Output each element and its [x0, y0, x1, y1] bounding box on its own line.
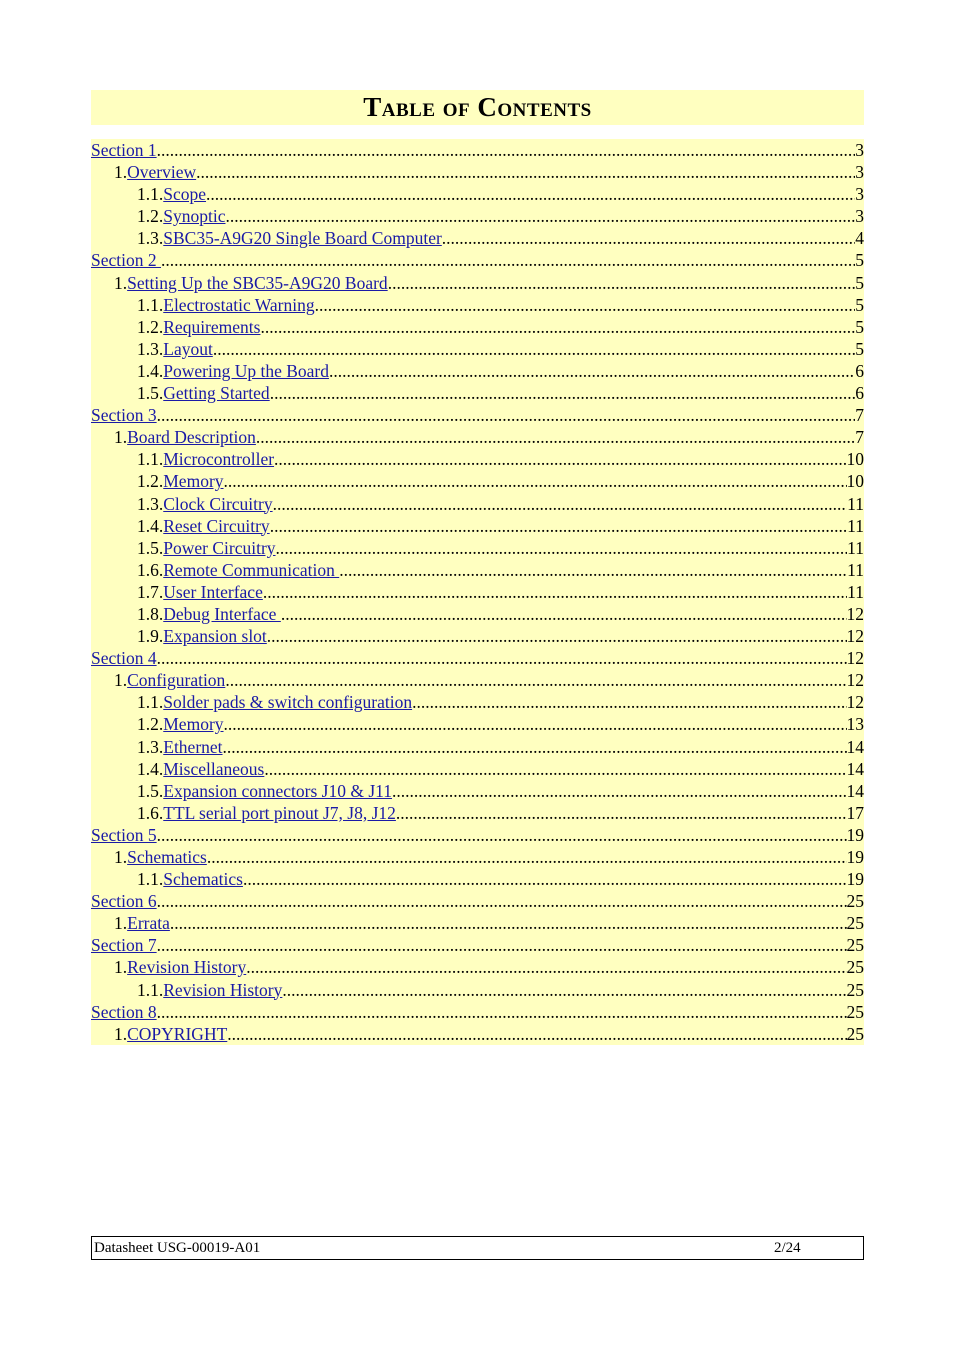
toc-entry-page-number: 25: [846, 1001, 864, 1022]
toc-entry-page-number: 5: [855, 316, 864, 337]
toc-entry-link[interactable]: Schematics: [163, 869, 243, 890]
toc-entry[interactable]: [91, 868, 864, 890]
toc-entry-page-number: 6: [855, 383, 864, 404]
toc-entry-number: 1.3.: [137, 228, 164, 249]
toc-dot-leader: [243, 868, 847, 890]
toc-dot-leader: [339, 559, 847, 581]
toc-dot-leader: [264, 758, 846, 780]
toc-entry[interactable]: [91, 294, 864, 316]
toc-entry-page-number: 3: [855, 184, 864, 205]
toc-entry-page-number: 25: [846, 891, 864, 912]
toc-entry-page-number: 17: [846, 802, 864, 823]
toc-entry-number: 1.2.: [137, 714, 164, 735]
toc-entry[interactable]: [91, 890, 864, 912]
toc-entry[interactable]: [91, 448, 864, 470]
toc-entry-link[interactable]: Section 3: [91, 405, 157, 426]
toc-entry-page-number: 3: [855, 140, 864, 160]
toc-entry-page-number: 14: [846, 736, 864, 757]
toc-title: Table of Contents: [91, 90, 864, 125]
toc-entry-link[interactable]: Reset Circuitry: [163, 515, 270, 536]
toc-dot-leader: [396, 802, 847, 824]
toc-entry[interactable]: [91, 979, 864, 1001]
toc-entry-link[interactable]: Requirements: [163, 316, 261, 337]
toc-entry-page-number: 25: [846, 913, 864, 934]
toc-dot-leader: [207, 846, 847, 868]
toc-entry-number: 1.: [114, 913, 128, 934]
toc-dot-leader: [412, 691, 846, 713]
toc-dot-leader: [227, 1023, 846, 1045]
toc-entry[interactable]: [91, 161, 864, 183]
toc-entry-link[interactable]: Setting Up the SBC35-A9G20 Board: [127, 272, 388, 293]
toc-entry-number: 1.9.: [137, 626, 164, 647]
toc-entry-link[interactable]: Memory: [163, 471, 224, 492]
toc-entry-page-number: 4: [855, 228, 864, 249]
toc-entry-number: 1.5.: [137, 780, 164, 801]
toc-entry-number: 1.: [114, 162, 128, 183]
toc-entry[interactable]: [91, 537, 864, 559]
toc-entry-link[interactable]: TTL serial port pinout J7, J8, J12: [163, 802, 396, 823]
toc-entry-page-number: 12: [846, 603, 864, 624]
toc-entry-number: 1.2.: [137, 471, 164, 492]
toc-entry[interactable]: [91, 758, 864, 780]
toc-dot-leader: [329, 360, 855, 382]
toc-entry-number: 1.5.: [137, 537, 164, 558]
toc-entry-page-number: 12: [846, 692, 864, 713]
toc-entry[interactable]: [91, 736, 864, 758]
toc-entry[interactable]: [91, 360, 864, 382]
toc-entry-number: 1.7.: [137, 581, 164, 602]
toc-entry-page-number: 5: [855, 294, 864, 315]
toc-dot-leader: [281, 603, 847, 625]
toc-entry-page-number: 10: [846, 471, 864, 492]
toc-entry-page-number: 19: [846, 824, 864, 845]
toc-entry-page-number: 5: [855, 272, 864, 293]
toc-entry-link[interactable]: Board Description: [127, 427, 256, 448]
toc-dot-leader: [388, 272, 856, 294]
toc-entry-number: 1.3.: [137, 338, 164, 359]
footer-page-number: 2/24: [774, 1240, 801, 1256]
toc-dot-leader: [273, 493, 848, 515]
toc-entry[interactable]: [91, 1023, 864, 1045]
toc-entry-number: 1.5.: [137, 383, 164, 404]
toc-entry[interactable]: [91, 824, 864, 846]
toc-entry-number: 1.2.: [137, 316, 164, 337]
toc-entry[interactable]: [91, 691, 864, 713]
toc-entry-page-number: 14: [846, 780, 864, 801]
toc-entry-link[interactable]: Debug Interface: [163, 603, 281, 624]
toc-entry-number: 1.3.: [137, 736, 164, 757]
toc-entry-number: 1.: [114, 957, 128, 978]
toc-entry-link[interactable]: Getting Started: [163, 383, 270, 404]
toc-entry-link[interactable]: Solder pads & switch configuration: [163, 692, 413, 713]
toc-dot-leader: [157, 1001, 847, 1023]
toc-entry-page-number: 3: [855, 206, 864, 227]
toc-entry-link[interactable]: Ethernet: [163, 736, 223, 757]
toc-entry-link[interactable]: Section 8: [91, 1001, 157, 1022]
toc-dot-leader: [442, 227, 855, 249]
toc-list: [91, 139, 864, 1045]
toc-entry[interactable]: [91, 470, 864, 492]
toc-entry-link[interactable]: Expansion connectors J10 & J11: [163, 780, 393, 801]
toc-entry-page-number: 7: [855, 405, 864, 426]
toc-entry-number: 1.: [114, 272, 128, 293]
toc-entry[interactable]: [91, 249, 864, 271]
toc-entry-number: 1.1.: [137, 692, 164, 713]
toc-entry-number: 1.6.: [137, 559, 164, 580]
toc-entry-page-number: 10: [846, 449, 864, 470]
toc-entry-link[interactable]: SBC35-A9G20 Single Board Computer: [163, 228, 442, 249]
toc-entry-number: 1.1.: [137, 869, 164, 890]
toc-entry-number: 1.: [114, 670, 128, 691]
toc-entry[interactable]: [91, 205, 864, 227]
toc-entry-page-number: 5: [855, 250, 864, 271]
toc-entry-link[interactable]: Configuration: [127, 670, 226, 691]
toc-entry[interactable]: [91, 139, 864, 161]
toc-entry[interactable]: [91, 316, 864, 338]
toc-entry-number: 1.4.: [137, 758, 164, 779]
toc-entry-link[interactable]: COPYRIGHT: [127, 1023, 228, 1044]
toc-entry[interactable]: [91, 1001, 864, 1023]
toc-entry-link[interactable]: Remote Communication: [163, 559, 340, 580]
toc-entry-link[interactable]: Revision History: [127, 957, 247, 978]
toc-entry-number: 1.6.: [137, 802, 164, 823]
toc-entry-number: 1.4.: [137, 360, 164, 381]
toc-entry[interactable]: [91, 647, 864, 669]
toc-entry-page-number: 25: [846, 1023, 864, 1044]
toc-entry-link[interactable]: Memory: [163, 714, 224, 735]
toc-entry-link[interactable]: Clock Circuitry: [163, 493, 273, 514]
toc-entry-page-number: 11: [847, 559, 864, 580]
toc-entry-link[interactable]: Synoptic: [163, 206, 226, 227]
toc-entry-page-number: 25: [846, 935, 864, 956]
toc-entry[interactable]: [91, 669, 864, 691]
toc-entry-page-number: 11: [847, 493, 864, 514]
toc-entry-link[interactable]: Section 2: [91, 250, 161, 271]
toc-entry[interactable]: [91, 183, 864, 205]
toc-dot-leader: [224, 470, 847, 492]
toc-entry[interactable]: [91, 227, 864, 249]
toc-entry-page-number: 25: [846, 957, 864, 978]
toc-entry-page-number: 14: [846, 758, 864, 779]
toc-entry-link[interactable]: Electrostatic Warning: [163, 294, 315, 315]
toc-entry-page-number: 25: [846, 979, 864, 1000]
toc-entry-link[interactable]: Expansion slot: [163, 626, 267, 647]
toc-dot-leader: [276, 537, 848, 559]
toc-dot-leader: [157, 934, 847, 956]
toc-entry-page-number: 11: [847, 537, 864, 558]
toc-dot-leader: [157, 404, 856, 426]
toc-entry-number: 1.2.: [137, 206, 164, 227]
toc-dot-leader: [260, 316, 855, 338]
toc-entry-link[interactable]: User Interface: [163, 581, 263, 602]
toc-dot-leader: [392, 780, 846, 802]
toc-entry-page-number: 5: [855, 338, 864, 359]
toc-dot-leader: [263, 581, 847, 603]
toc-entry-page-number: 19: [846, 847, 864, 867]
toc-entry-link[interactable]: Layout: [163, 338, 213, 359]
toc-entry-page-number: 12: [846, 648, 864, 669]
toc-dot-leader: [267, 625, 847, 647]
toc-entry-link[interactable]: Section 7: [91, 935, 157, 956]
toc-entry-link[interactable]: Revision History: [163, 979, 283, 1000]
toc-dot-leader: [270, 382, 856, 404]
toc-entry[interactable]: [91, 515, 864, 537]
toc-dot-leader: [157, 824, 847, 846]
toc-entry-number: 1.3.: [137, 493, 164, 514]
toc-entry[interactable]: [91, 713, 864, 735]
toc-entry[interactable]: [91, 581, 864, 603]
toc-entry-link[interactable]: Power Circuitry: [163, 537, 276, 558]
footer-doc-id: Datasheet USG-00019-A01: [94, 1240, 261, 1256]
toc-entry[interactable]: [91, 956, 864, 978]
toc-entry[interactable]: [91, 846, 864, 868]
toc-entry-number: 1.1.: [137, 979, 164, 1000]
toc-entry-number: 1.8.: [137, 603, 164, 624]
toc-entry[interactable]: [91, 780, 864, 802]
toc-dot-leader: [224, 713, 847, 735]
toc-dot-leader: [256, 426, 855, 448]
toc-entry[interactable]: [91, 559, 864, 581]
toc-entry-page-number: 12: [846, 670, 864, 691]
toc-entry-link[interactable]: Section 5: [91, 824, 157, 845]
toc-entry-number: 1.1.: [137, 184, 164, 205]
toc-entry-page-number: 12: [846, 626, 864, 647]
toc-entry-number: 1.1.: [137, 294, 164, 315]
toc-dot-leader: [225, 669, 846, 691]
toc-entry-page-number: 6: [855, 360, 864, 381]
toc-entry-number: 1.: [114, 427, 128, 448]
toc-entry-page-number: 7: [855, 427, 864, 448]
toc-entry-link[interactable]: Section 1: [91, 140, 157, 160]
toc-entry-page-number: 19: [846, 869, 864, 890]
toc-dot-leader: [274, 448, 846, 470]
toc-entry-link[interactable]: Powering Up the Board: [163, 360, 329, 381]
toc-entry[interactable]: [91, 404, 864, 426]
toc-entry[interactable]: [91, 272, 864, 294]
toc-entry-number: 1.1.: [137, 449, 164, 470]
toc-dot-leader: [282, 979, 846, 1001]
toc-dot-leader: [170, 912, 847, 934]
toc-entry-link[interactable]: Section 4: [91, 648, 157, 669]
toc-entry-number: 1.4.: [137, 515, 164, 536]
toc-entry[interactable]: [91, 493, 864, 515]
toc-entry-page-number: 13: [846, 714, 864, 735]
toc-dot-leader: [161, 249, 855, 271]
toc-entry-link[interactable]: Errata: [127, 913, 170, 934]
toc-entry[interactable]: [91, 382, 864, 404]
toc-entry-link[interactable]: Microcontroller: [163, 449, 275, 470]
toc-entry-number: 1.: [114, 847, 128, 867]
toc-dot-leader: [206, 183, 855, 205]
toc-entry[interactable]: [91, 625, 864, 647]
toc-entry-link[interactable]: Scope: [163, 184, 207, 205]
toc-entry-link[interactable]: Section 6: [91, 891, 157, 912]
toc-dot-leader: [270, 515, 847, 537]
toc-entry-link[interactable]: Schematics: [127, 847, 207, 867]
toc-dot-leader: [196, 161, 855, 183]
page-footer: [91, 1236, 864, 1260]
toc-dot-leader: [157, 139, 856, 161]
toc-dot-leader: [157, 647, 847, 669]
toc-entry[interactable]: [91, 338, 864, 360]
toc-entry[interactable]: [91, 802, 864, 824]
toc-entry-number: 1.: [114, 1023, 128, 1044]
toc-entry[interactable]: [91, 912, 864, 934]
toc-entry[interactable]: [91, 934, 864, 956]
toc-dot-leader: [157, 890, 847, 912]
toc-dot-leader: [213, 338, 855, 360]
toc-entry-page-number: 3: [855, 162, 864, 183]
toc-entry[interactable]: [91, 603, 864, 625]
toc-entry-page-number: 11: [847, 581, 864, 602]
toc-dot-leader: [315, 294, 856, 316]
toc-entry-page-number: 11: [847, 515, 864, 536]
toc-entry[interactable]: [91, 426, 864, 448]
toc-dot-leader: [246, 956, 846, 978]
toc-entry-link[interactable]: Overview: [127, 162, 197, 183]
toc-dot-leader: [225, 205, 855, 227]
toc-entry-link[interactable]: Miscellaneous: [163, 758, 265, 779]
toc-dot-leader: [223, 736, 847, 758]
